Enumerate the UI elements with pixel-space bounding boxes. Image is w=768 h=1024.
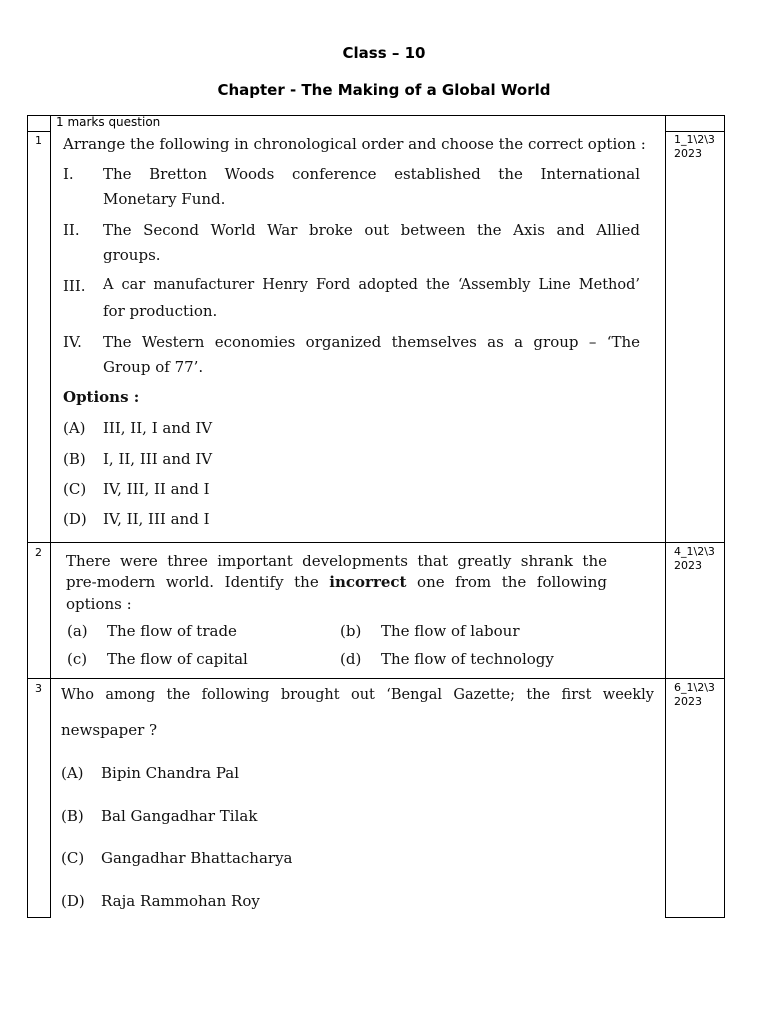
option-letter: (d) (340, 650, 362, 668)
option-letter: (C) (63, 480, 87, 498)
option-text: The flow of trade (107, 622, 237, 640)
option-text: Raja Rammohan Roy (101, 892, 260, 910)
table-row-rule (27, 678, 725, 679)
table-row-rule (27, 542, 725, 543)
chapter-title: Chapter - The Making of a Global World (217, 81, 551, 99)
table-row-rule (27, 131, 51, 132)
option-text: Bipin Chandra Pal (101, 764, 240, 782)
option-text: The flow of technology (381, 650, 554, 668)
item-text: The Western economies organized themselves as a group – ‘The (103, 333, 640, 351)
question-code-id: 6_1\2\3 (674, 681, 715, 694)
option-letter: (D) (61, 892, 85, 910)
question-code (674, 681, 715, 709)
option-text: The flow of capital (107, 650, 248, 668)
option-text: I, II, III and IV (103, 450, 213, 468)
option-letter: (b) (340, 622, 362, 640)
table-border-right (724, 115, 725, 918)
section-label: 1 marks question (56, 115, 161, 129)
table-divider-code (665, 115, 666, 918)
question-stem-line (66, 573, 607, 591)
question-stem: There were three important developments that greatly shrank the (66, 552, 607, 570)
option-letter: (D) (63, 510, 87, 528)
question-stem-line: newspaper ? (61, 721, 158, 739)
stem-text: pre-modern world. Identify the (66, 573, 330, 591)
option-letter: (c) (67, 650, 88, 668)
question-code-id: 1_1\2\3 (674, 133, 715, 146)
table-border-left (27, 115, 28, 918)
question-year: 2023 (674, 695, 702, 708)
item-text-continued: Monetary Fund. (103, 190, 226, 208)
option-text: Bal Gangadhar Tilak (101, 807, 258, 825)
item-numeral: III. (63, 277, 86, 295)
option-letter: (A) (63, 419, 86, 437)
option-text: The flow of labour (381, 622, 520, 640)
option-letter: (A) (61, 764, 84, 782)
option-text: Gangadhar Bhattacharya (101, 849, 293, 867)
item-numeral: I. (63, 165, 74, 183)
item-text-continued: Group of 77’. (103, 358, 204, 376)
item-numeral: IV. (63, 333, 82, 351)
table-border-bottom (27, 917, 51, 918)
question-number: 1 (35, 134, 42, 147)
question-year: 2023 (674, 559, 702, 572)
option-letter: (B) (61, 807, 84, 825)
item-text: The Bretton Woods conference established the International (103, 165, 640, 183)
option-text: III, II, I and IV (103, 419, 213, 437)
item-text: The Second World War broke out between the Axis and Allied (103, 221, 640, 239)
question-code (674, 133, 715, 161)
class-title: Class – 10 (342, 44, 426, 62)
option-text: IV, III, II and I (103, 480, 210, 498)
item-text-continued: for production. (103, 302, 218, 320)
table-divider-number (50, 115, 51, 918)
option-letter: (C) (61, 849, 85, 867)
question-code (674, 545, 715, 573)
table-border-bottom (665, 917, 725, 918)
stem-text: one from the following (406, 573, 607, 591)
table-row-rule (665, 131, 725, 132)
item-text: A car manufacturer Henry Ford adopted the ‘Assembly Line Method’ (103, 277, 640, 293)
options-heading: Options : (63, 388, 140, 406)
option-letter: (B) (63, 450, 86, 468)
question-number: 3 (35, 682, 42, 695)
question-code-id: 4_1\2\3 (674, 545, 715, 558)
question-stem-line: options : (66, 595, 132, 613)
question-year: 2023 (674, 147, 702, 160)
option-text: IV, II, III and I (103, 510, 210, 528)
item-numeral: II. (63, 221, 80, 239)
option-letter: (a) (67, 622, 88, 640)
question-stem: Arrange the following in chronological order and choose the correct option : (63, 135, 646, 153)
item-text-continued: groups. (103, 246, 161, 264)
stem-emphasis: incorrect (329, 573, 407, 591)
question-stem: Who among the following brought out ‘Bengal Gazette; the first weekly (61, 687, 654, 703)
question-number: 2 (35, 546, 42, 559)
